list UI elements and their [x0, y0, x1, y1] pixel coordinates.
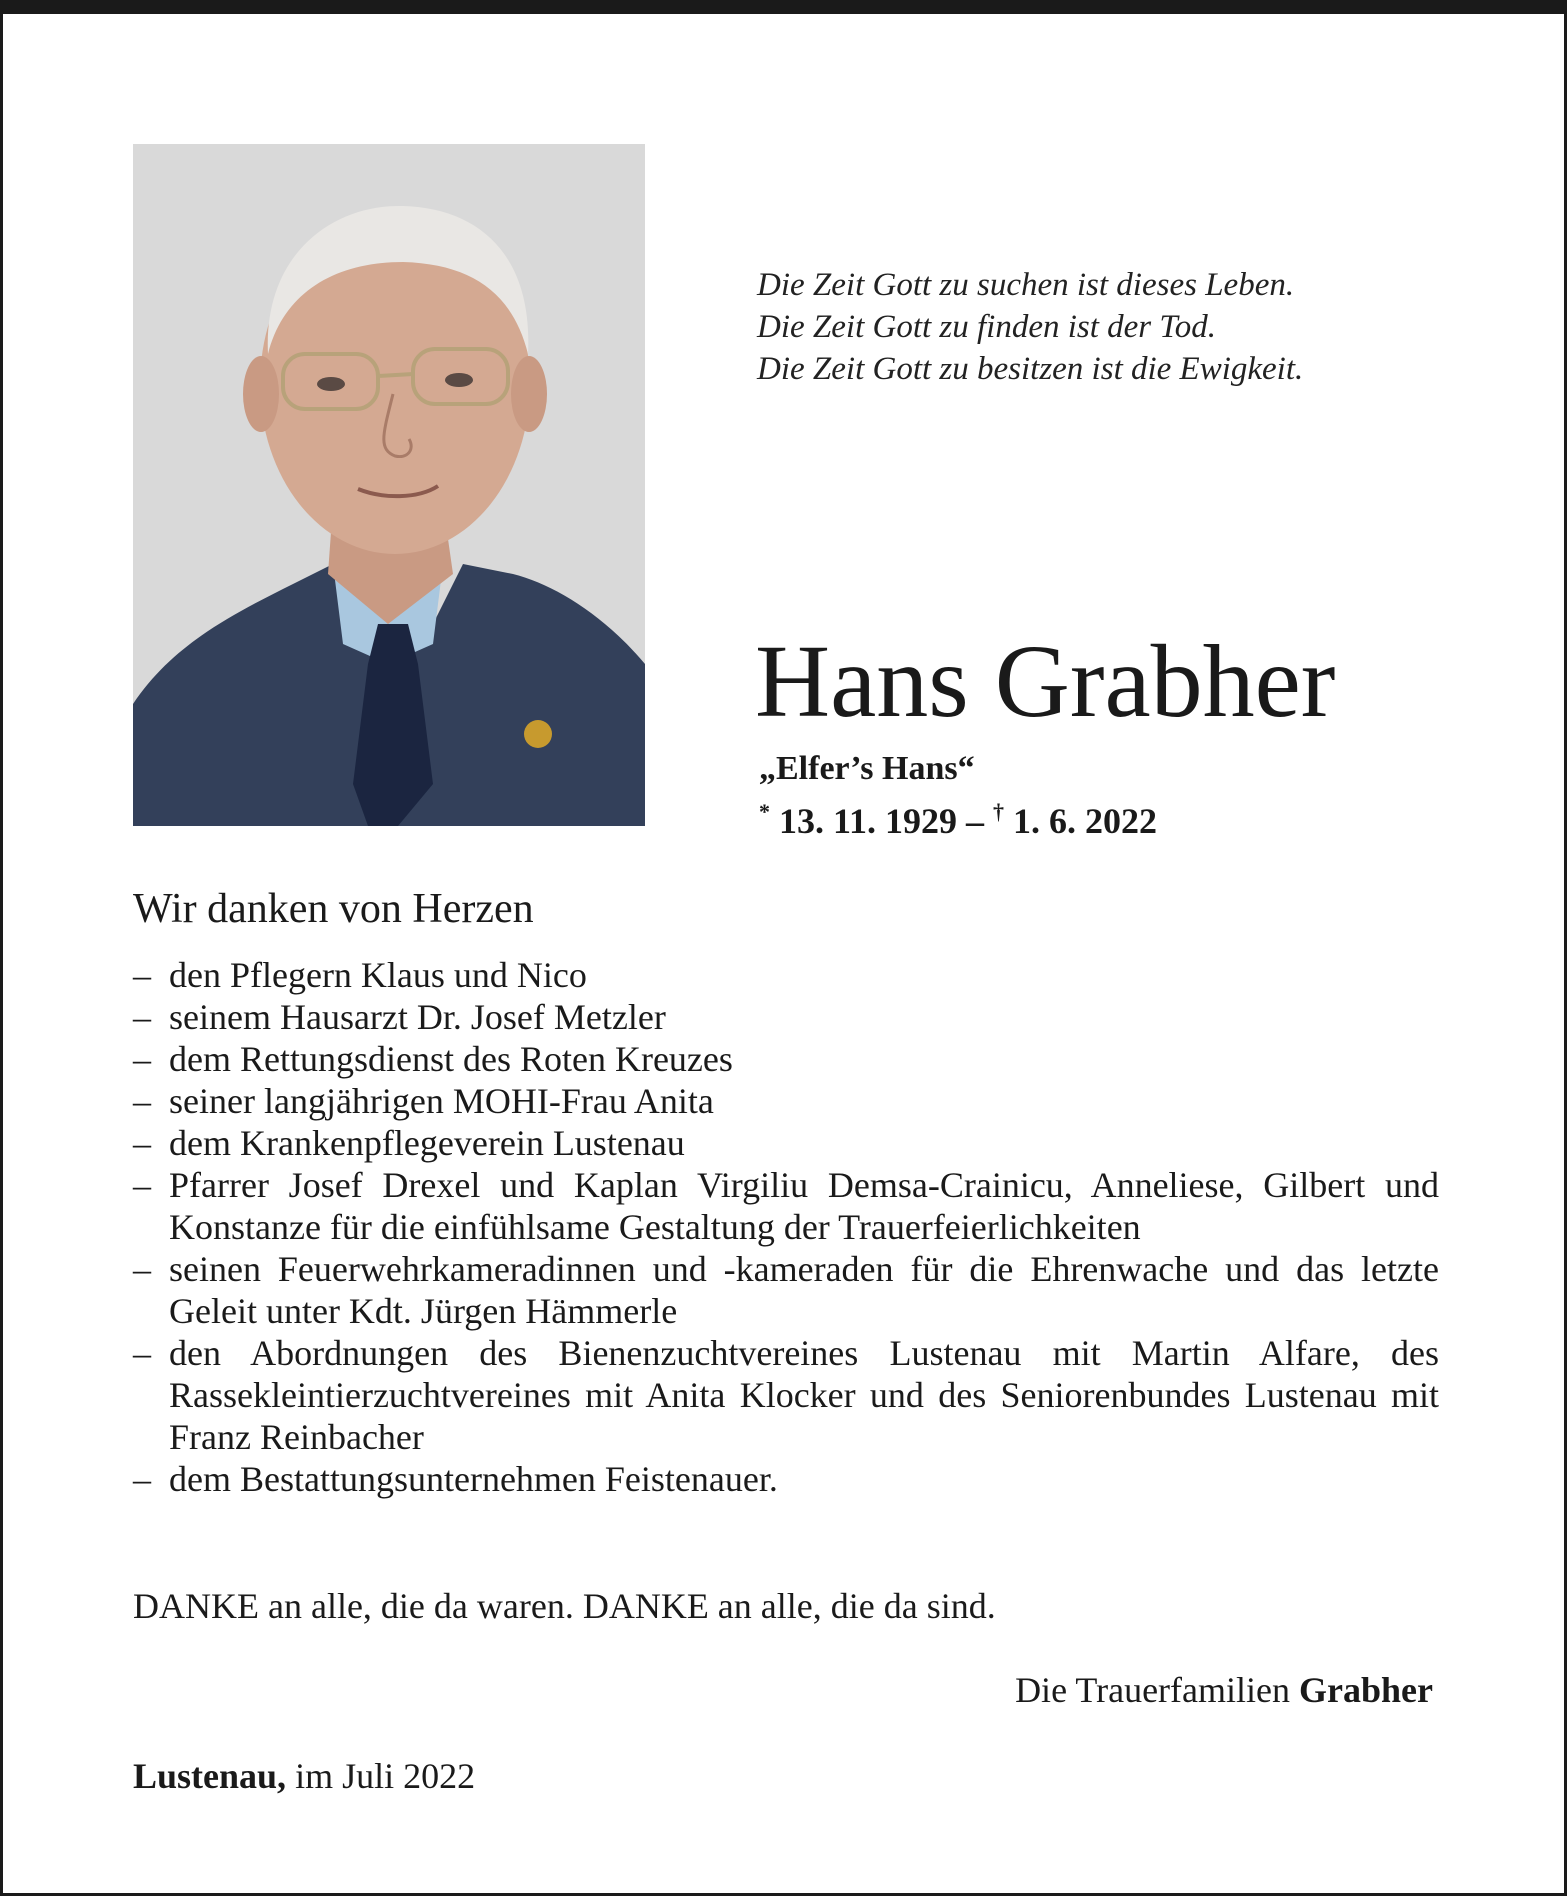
birth-date: 13. 11. 1929 [779, 801, 958, 841]
thanks-list [133, 954, 1439, 1500]
list-dash: – [133, 997, 151, 1037]
quote [757, 264, 1303, 390]
birth-symbol: * [759, 799, 770, 824]
place-date [133, 1754, 475, 1798]
list-item [133, 1458, 1439, 1500]
deceased-name: Hans Grabher [755, 624, 1336, 739]
death-date: 1. 6. 2022 [1013, 801, 1158, 841]
list-item-text: Pfarrer Josef Drexel und Kaplan Virgiliu Demsa-Crainicu, Anneliese, Gilbert und Konstanze für die einfühlsame Gestaltung der Trauerfeierlichkeiten [169, 1165, 1439, 1247]
thanks-heading: Wir danken von Herzen [133, 886, 534, 932]
list-dash: – [133, 955, 151, 995]
life-dates [759, 789, 1157, 844]
list-dash: – [133, 1459, 151, 1499]
quote-line: Die Zeit Gott zu finden ist der Tod. [757, 309, 1216, 345]
deceased-nickname: „Elfer’s Hans“ [759, 750, 975, 787]
list-item-text: dem Rettungsdienst des Roten Kreuzes [169, 1039, 733, 1079]
place-month: im Juli 2022 [286, 1756, 476, 1796]
list-dash: – [133, 1081, 151, 1121]
portrait-illustration [133, 144, 645, 826]
quote-line: Die Zeit Gott zu besitzen ist die Ewigkeit. [757, 351, 1304, 387]
list-item-text: den Pflegern Klaus und Nico [169, 955, 587, 995]
list-item [133, 996, 1439, 1038]
list-item [133, 1122, 1439, 1164]
list-item-text: dem Bestattungsunternehmen Feistenauer. [169, 1459, 778, 1499]
list-dash: – [133, 1165, 151, 1205]
list-item-text: den Abordnungen des Bienenzuchtvereines Lustenau mit Martin Alfare, des Rassekleintierzuchtvereines mit Anita Klocker und des Seniorenbundes Lustenau mit Franz Reinbacher [169, 1333, 1439, 1457]
list-dash: – [133, 1333, 151, 1373]
list-item [133, 1080, 1439, 1122]
place-town: Lustenau, [133, 1756, 287, 1796]
closing-text: DANKE an alle, die da waren. DANKE an alle, die da sind. [133, 1586, 996, 1626]
list-item-text: dem Krankenpflegeverein Lustenau [169, 1123, 685, 1163]
list-dash: – [133, 1039, 151, 1079]
death-symbol: † [993, 799, 1005, 824]
list-item [133, 1332, 1439, 1458]
list-item-text: seiner langjährigen MOHI-Frau Anita [169, 1081, 714, 1121]
list-item [133, 954, 1439, 996]
date-separator: – [957, 801, 994, 841]
family-signature [1015, 1668, 1433, 1712]
list-item [133, 1038, 1439, 1080]
list-dash: – [133, 1123, 151, 1163]
list-item-text: seinem Hausarzt Dr. Josef Metzler [169, 997, 666, 1037]
quote-line: Die Zeit Gott zu suchen ist dieses Leben. [757, 267, 1295, 303]
list-item [133, 1164, 1439, 1248]
family-surname: Grabher [1299, 1670, 1433, 1710]
portrait-photo [133, 144, 645, 826]
list-dash: – [133, 1249, 151, 1289]
list-item-text: seinen Feuerwehrkameradinnen und -kameraden für die Ehrenwache und das letzte Geleit unter Kdt. Jürgen Hämmerle [169, 1249, 1439, 1331]
list-item [133, 1248, 1439, 1332]
family-prefix: Die Trauerfamilien [1015, 1670, 1300, 1710]
